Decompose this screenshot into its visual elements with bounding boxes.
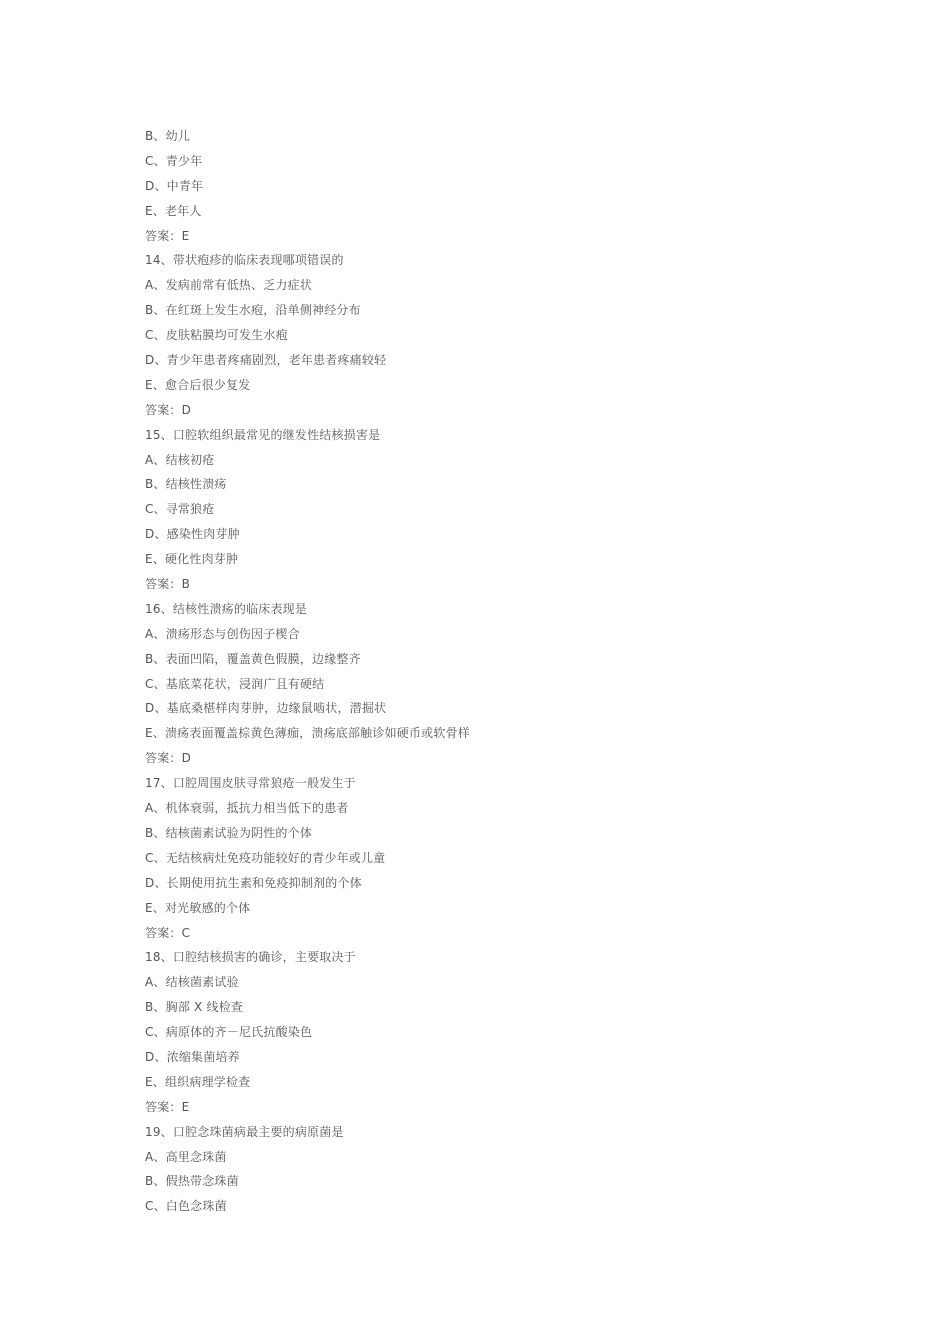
- option-line: A、结核初疮: [145, 452, 215, 467]
- option-line: C、寻常狼疮: [145, 502, 215, 517]
- option-line: E、组织病理学检查: [145, 1074, 251, 1089]
- option-line: D、中青年: [145, 178, 204, 193]
- option-line: E、对光敏感的个体: [145, 900, 251, 915]
- option-line: B、表面凹陷，覆盖黄色假膜，边缘整齐: [145, 651, 361, 666]
- answer-line: 答案：C: [145, 925, 191, 940]
- answer-line: 答案：E: [145, 228, 190, 243]
- option-line: B、幼儿: [145, 129, 191, 143]
- option-line: D、浓缩集菌培养: [145, 1049, 240, 1064]
- option-line: E、硬化性肉芽肿: [145, 552, 239, 567]
- question-line: 15、口腔软组织最常见的继发性结核损害是: [145, 427, 381, 442]
- option-line: E、溃疡表面覆盖棕黄色薄痂，溃疡底部触诊如硬币或软骨样: [145, 726, 470, 741]
- question-line: 14、带状疱疹的临床表现哪项错误的: [145, 253, 344, 268]
- option-line: C、病原体的齐－尼氏抗酸染色: [145, 1025, 313, 1040]
- option-line: B、结核菌素试验为阴性的个体: [145, 825, 313, 840]
- option-line: C、青少年: [145, 153, 203, 168]
- option-line: C、白色念珠菌: [145, 1199, 227, 1214]
- option-line: D、青少年患者疼痛剧烈，老年患者疼痛较轻: [145, 353, 387, 368]
- option-line: A、机体衰弱，抵抗力相当低下的患者: [145, 801, 349, 816]
- question-line: 17、口腔周围皮肤寻常狼疮一般发生于: [145, 776, 356, 791]
- option-line: E、愈合后很少复发: [145, 377, 251, 392]
- option-line: B、胸部 X 线检查: [145, 1000, 244, 1015]
- document-body: [145, 126, 845, 1221]
- option-line: A、结核菌素试验: [145, 975, 239, 990]
- answer-line: 答案：E: [145, 1099, 190, 1114]
- option-line: D、基底桑椹样肉芽肿，边缘鼠啮状，潜掘状: [145, 701, 387, 716]
- option-line: D、长期使用抗生素和免疫抑制剂的个体: [145, 875, 362, 890]
- option-line: D、感染性肉芽肿: [145, 527, 240, 542]
- question-line: 16、结核性溃疡的临床表现是: [145, 601, 308, 616]
- option-line: B、在红斑上发生水疱，沿单侧神经分布: [145, 303, 361, 318]
- option-line: B、假热带念珠菌: [145, 1174, 239, 1189]
- option-line: A、高里念珠菌: [145, 1149, 227, 1164]
- option-line: A、发病前常有低热、乏力症状: [145, 278, 313, 293]
- question-line: 19、口腔念珠菌病最主要的病原菌是: [145, 1124, 344, 1139]
- option-line: E、老年人: [145, 203, 202, 218]
- option-line: C、无结核病灶免疫功能较好的青少年或儿童: [145, 850, 386, 865]
- answer-line: 答案：D: [145, 402, 192, 417]
- question-line: 18、口腔结核损害的确诊，主要取决于: [145, 950, 356, 965]
- answer-line: 答案：B: [145, 577, 191, 592]
- option-line: A、溃疡形态与创伤因子楔合: [145, 626, 300, 641]
- option-line: B、结核性溃疡: [145, 477, 227, 492]
- option-line: C、皮肤粘膜均可发生水疱: [145, 328, 288, 343]
- answer-line: 答案：D: [145, 751, 192, 766]
- option-line: C、基底菜花状，浸润广且有硬结: [145, 676, 325, 691]
